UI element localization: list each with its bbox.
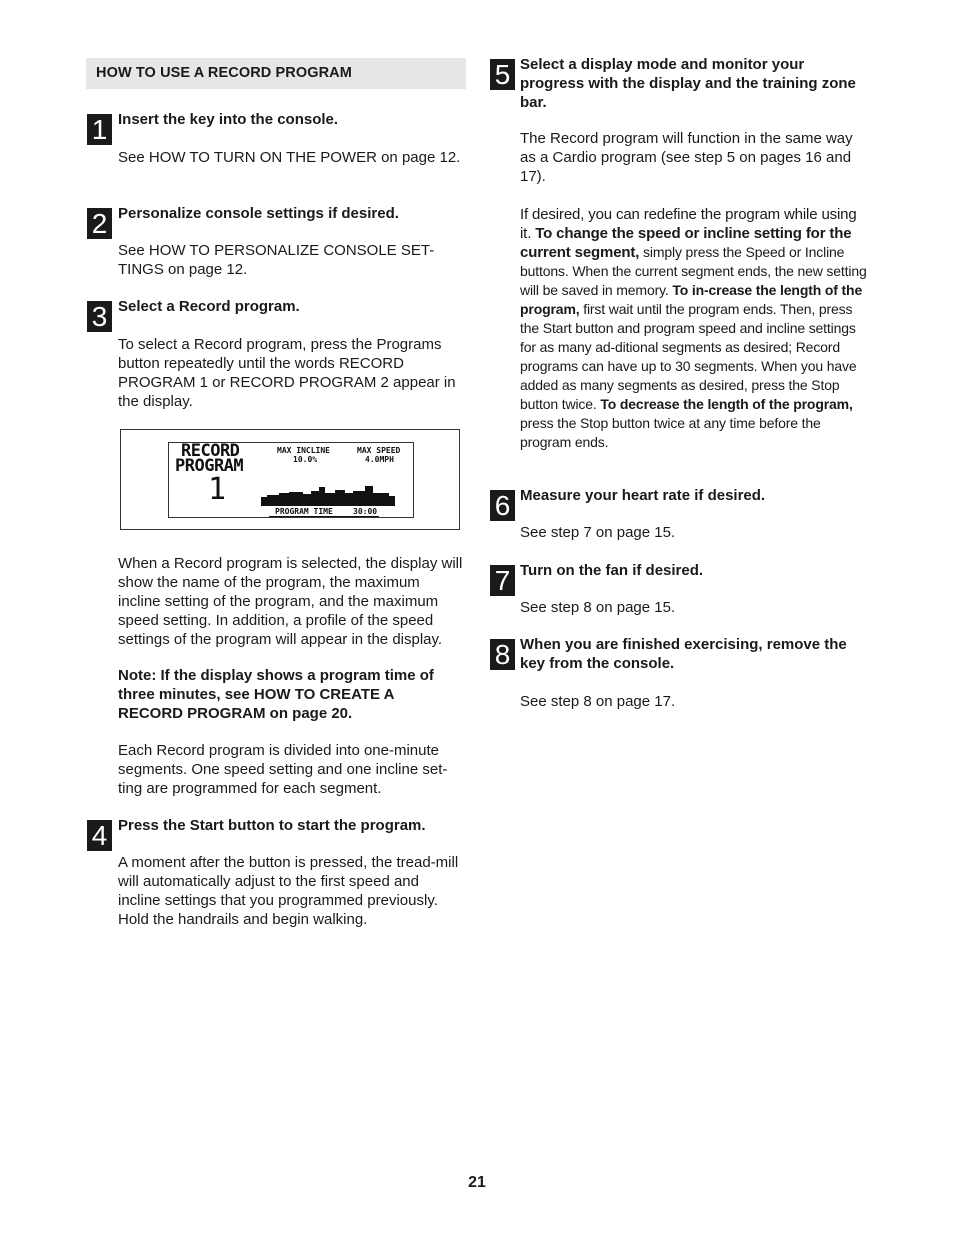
step-4-body: A moment after the button is pressed, the tread-mill will automatically adjust to the first speed and incline settings that you programmed previously. Hold the handrails and begin walking. xyxy=(118,854,459,928)
console-display-illustration xyxy=(120,429,460,530)
step-5-body: The Record program will function in the same way as a Cardio program (see step 5 on pages 16 and 17). xyxy=(520,130,853,185)
step-3-note: Note: If the display shows a program time of three minutes, see HOW TO CREATE A RECORD PROGRAM on page 20. xyxy=(118,667,434,722)
step-5-title: Select a display mode and monitor your progress with the display and the training zone bar. xyxy=(520,56,856,111)
step-7-title: Turn on the fan if desired. xyxy=(520,562,704,579)
step-5-p2-d: To in-crease the length of the program, xyxy=(520,282,863,317)
step-2-body: See HOW TO PERSONALIZE CONSOLE SET-TINGS on page 12. xyxy=(118,242,435,278)
step-3-body-2: When a Record program is selected, the display will show the name of the program, the maximum incline setting of the program, and the maximum speed setting. In addition, a profile of the speed settings of the program will appear in the display. xyxy=(118,555,463,648)
step-5-p2-g: press the Stop button twice at any time before the program ends. xyxy=(520,415,821,450)
step-5-p2-c: simply press the Speed or Incline buttons. When the current segment ends, the new setting will be saved in memory. xyxy=(520,244,867,298)
step-2-number: 2 xyxy=(87,208,112,239)
display-max-speed-label: MAX SPEED xyxy=(357,446,401,455)
step-4-title: Press the Start button to start the program. xyxy=(118,817,426,834)
step-7-body: See step 8 on page 15. xyxy=(520,599,676,616)
page-number: 21 xyxy=(468,1174,486,1191)
display-underline xyxy=(269,516,379,517)
console-display-screen xyxy=(168,442,414,518)
display-program-number: 1 xyxy=(208,472,226,507)
step-6-body: See step 7 on page 15. xyxy=(520,524,676,541)
step-6-number: 6 xyxy=(490,490,515,521)
display-program-time-value: 30:00 xyxy=(353,507,378,516)
step-8-number: 8 xyxy=(490,639,515,670)
step-1-body: See HOW TO TURN ON THE POWER on page 12. xyxy=(118,149,461,166)
display-max-speed-value: 4.0MPH xyxy=(365,455,394,464)
step-3-title: Select a Record program. xyxy=(118,298,300,315)
section-title: HOW TO USE A RECORD PROGRAM xyxy=(86,58,466,89)
display-max-incline-value: 10.0% xyxy=(293,455,318,464)
step-4-number: 4 xyxy=(87,820,112,851)
step-1-number: 1 xyxy=(87,114,112,145)
step-5-p2-a: If desired, you can redefine the program while using it. xyxy=(520,206,857,242)
step-3-number: 3 xyxy=(87,301,112,332)
step-8-title: When you are finished exercising, remove the key from the console. xyxy=(520,636,847,672)
step-2-title: Personalize console settings if desired. xyxy=(118,205,399,222)
step-6-title: Measure your heart rate if desired. xyxy=(520,487,766,504)
step-8-body: See step 8 on page 17. xyxy=(520,693,676,710)
step-3-body: To select a Record program, press the Programs button repeatedly until the words RECORD PROGRAM 1 or RECORD PROGRAM 2 appear in the display. xyxy=(118,336,456,410)
display-program-time-label: PROGRAM TIME xyxy=(275,507,333,516)
step-5-p2-b: To change the speed or incline setting for the current segment, xyxy=(520,225,852,261)
step-5-number: 5 xyxy=(490,59,515,90)
step-7-number: 7 xyxy=(490,565,515,596)
step-5-p2-e: first wait until the program ends. Then, press the Start button and program speed and incline settings for as many ad-ditional segments as desired; Record programs can have up to 30 segments. When you have added as many segments as desired, press the Stop button twice. xyxy=(520,301,857,412)
display-speed-profile xyxy=(261,481,401,507)
step-5-body-2 xyxy=(520,205,868,452)
step-5-p2-f: To decrease the length of the program, xyxy=(600,396,853,412)
display-max-incline-label: MAX INCLINE xyxy=(277,446,330,455)
display-program-label: PROGRAM xyxy=(175,456,244,476)
step-1-title: Insert the key into the console. xyxy=(118,111,339,128)
display-record-label: RECORD xyxy=(181,441,240,461)
step-3-body-3: Each Record program is divided into one-minute segments. One speed setting and one incline set-ting are programmed for each segment. xyxy=(118,742,448,797)
